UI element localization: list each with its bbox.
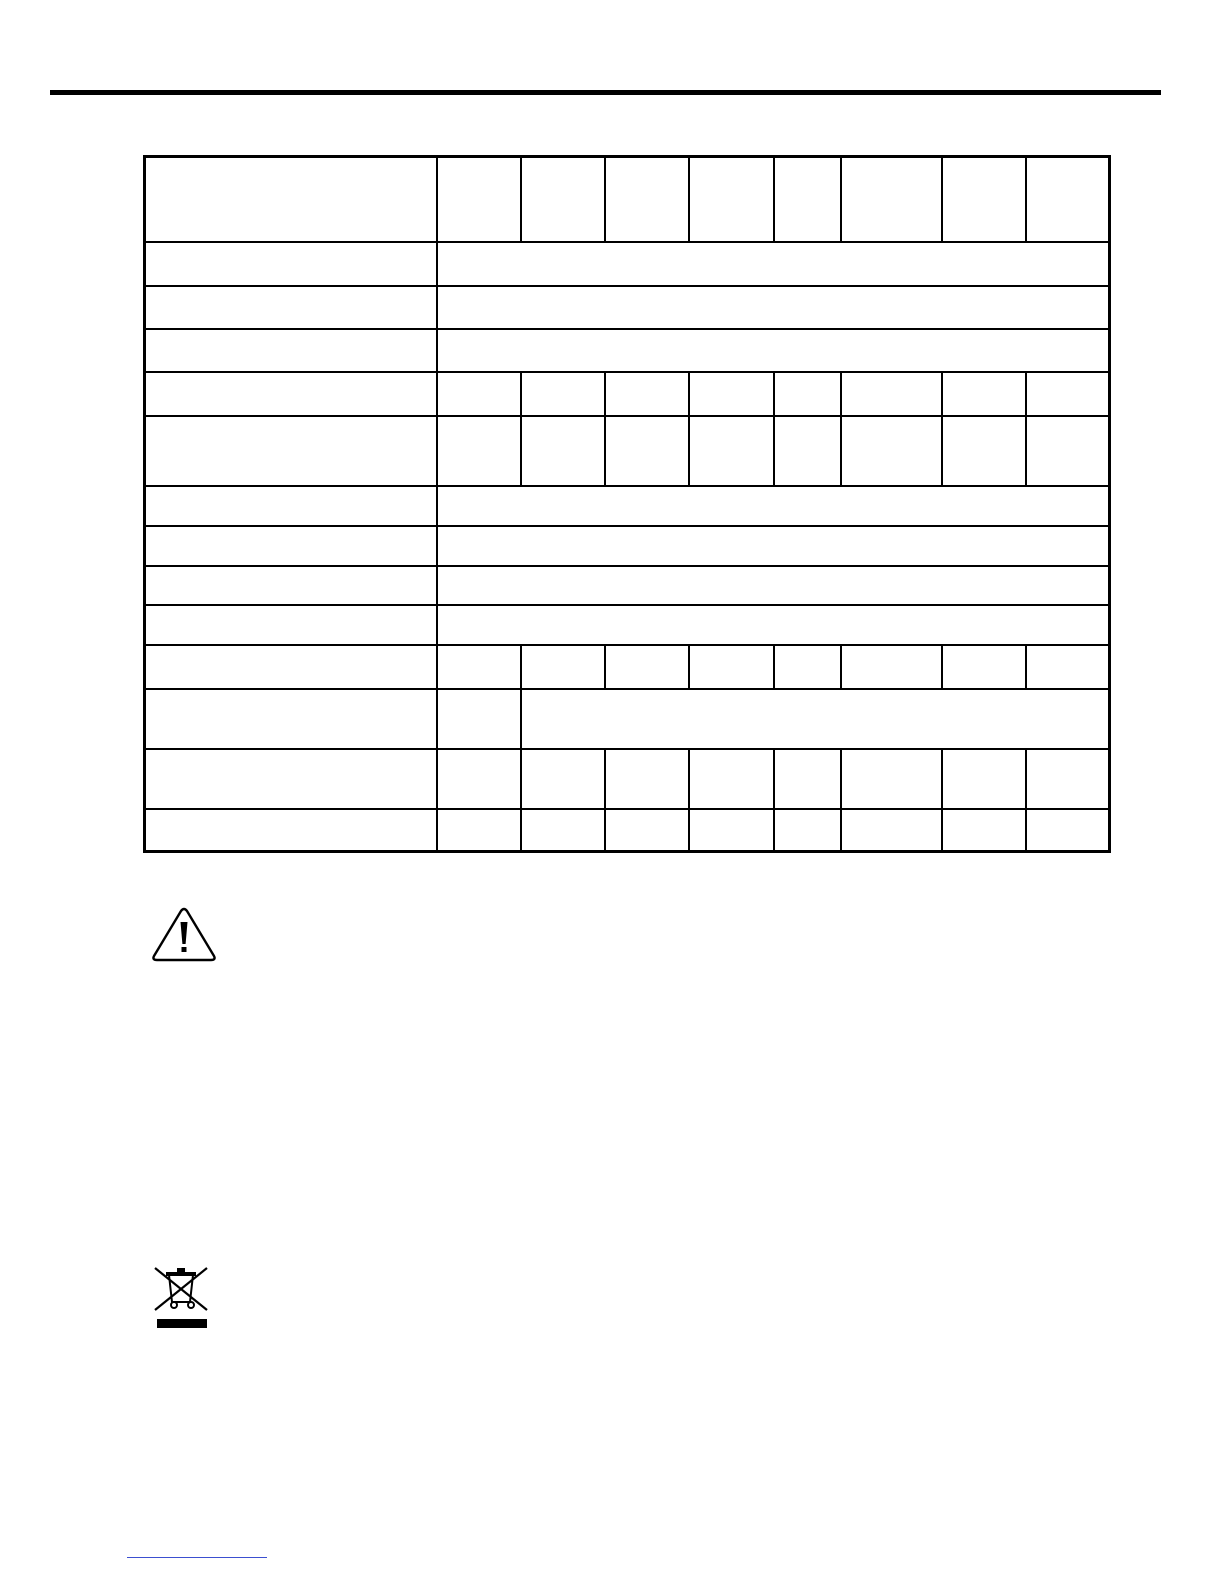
- table-cell: [521, 645, 605, 689]
- table-cell: [841, 416, 942, 486]
- table-row: [145, 605, 1110, 645]
- table-row: [145, 749, 1110, 809]
- table-cell: [437, 372, 521, 416]
- table-cell-span: [437, 526, 1110, 566]
- table-cell: [145, 809, 437, 852]
- table-cell-span: [437, 242, 1110, 286]
- table-cell: [521, 416, 605, 486]
- table-cell: [689, 372, 774, 416]
- table-cell: [521, 749, 605, 809]
- table-cell: [521, 157, 605, 242]
- table-cell-span: [437, 566, 1110, 605]
- table-cell-span: [437, 605, 1110, 645]
- table-cell: [1026, 809, 1110, 852]
- table-cell: [942, 372, 1026, 416]
- table-cell: [689, 809, 774, 852]
- table-cell: [942, 645, 1026, 689]
- table-row: [145, 329, 1110, 372]
- table-cell: [1026, 157, 1110, 242]
- table-cell: [689, 157, 774, 242]
- table-cell: [145, 416, 437, 486]
- table-row: [145, 242, 1110, 286]
- table-cell: [521, 372, 605, 416]
- table-cell: [1026, 372, 1110, 416]
- table-cell: [437, 645, 521, 689]
- table-cell: [942, 749, 1026, 809]
- table-cell: [605, 749, 689, 809]
- table-cell: [605, 157, 689, 242]
- table-row: [145, 566, 1110, 605]
- table-cell: [437, 809, 521, 852]
- table-row: [145, 526, 1110, 566]
- table-cell: [841, 749, 942, 809]
- table-cell: [689, 416, 774, 486]
- table-cell: [841, 372, 942, 416]
- table-cell-span: [437, 286, 1110, 329]
- table-cell: [145, 605, 437, 645]
- table-cell: [1026, 645, 1110, 689]
- table-cell: [774, 157, 841, 242]
- table-cell: [774, 645, 841, 689]
- crossed-out-wheelie-bin-icon: [152, 1265, 212, 1331]
- table-row: [145, 416, 1110, 486]
- table-row: [145, 645, 1110, 689]
- table-cell: [605, 809, 689, 852]
- table-cell: [145, 689, 437, 749]
- table-cell: [437, 749, 521, 809]
- header-rule: [50, 90, 1161, 95]
- table-cell: [841, 645, 942, 689]
- table-cell: [841, 157, 942, 242]
- specification-table: [143, 155, 1111, 853]
- table-cell: [1026, 749, 1110, 809]
- table-cell: [437, 689, 521, 749]
- table-cell: [145, 329, 437, 372]
- table-row: [145, 689, 1110, 749]
- table-cell: [774, 749, 841, 809]
- table-cell: [605, 372, 689, 416]
- table-cell: [145, 486, 437, 526]
- table-cell: [145, 242, 437, 286]
- warning-triangle-icon: [151, 906, 217, 962]
- table-cell: [145, 566, 437, 605]
- table-cell: [521, 809, 605, 852]
- table-cell: [1026, 416, 1110, 486]
- table-row: [145, 486, 1110, 526]
- table-header-row: [145, 157, 1110, 242]
- table-cell: [942, 809, 1026, 852]
- table-cell: [437, 416, 521, 486]
- footer-link-underline[interactable]: [127, 1557, 267, 1558]
- table-cell: [689, 645, 774, 689]
- table-row: [145, 809, 1110, 852]
- table-cell: [689, 749, 774, 809]
- table-cell: [774, 416, 841, 486]
- table-cell: [942, 157, 1026, 242]
- table-cell: [145, 372, 437, 416]
- table-row: [145, 372, 1110, 416]
- table-cell: [145, 645, 437, 689]
- table-cell-span: [437, 486, 1110, 526]
- table-cell: [774, 372, 841, 416]
- table-cell: [437, 157, 521, 242]
- table-cell: [942, 416, 1026, 486]
- table-cell: [841, 809, 942, 852]
- table-cell: [605, 416, 689, 486]
- table-cell: [145, 286, 437, 329]
- table-row: [145, 286, 1110, 329]
- table-cell: [605, 645, 689, 689]
- table-cell: [145, 157, 437, 242]
- table-cell-span: [521, 689, 1110, 749]
- table-cell: [774, 809, 841, 852]
- table-cell: [145, 749, 437, 809]
- table-cell-span: [437, 329, 1110, 372]
- table-cell: [145, 526, 437, 566]
